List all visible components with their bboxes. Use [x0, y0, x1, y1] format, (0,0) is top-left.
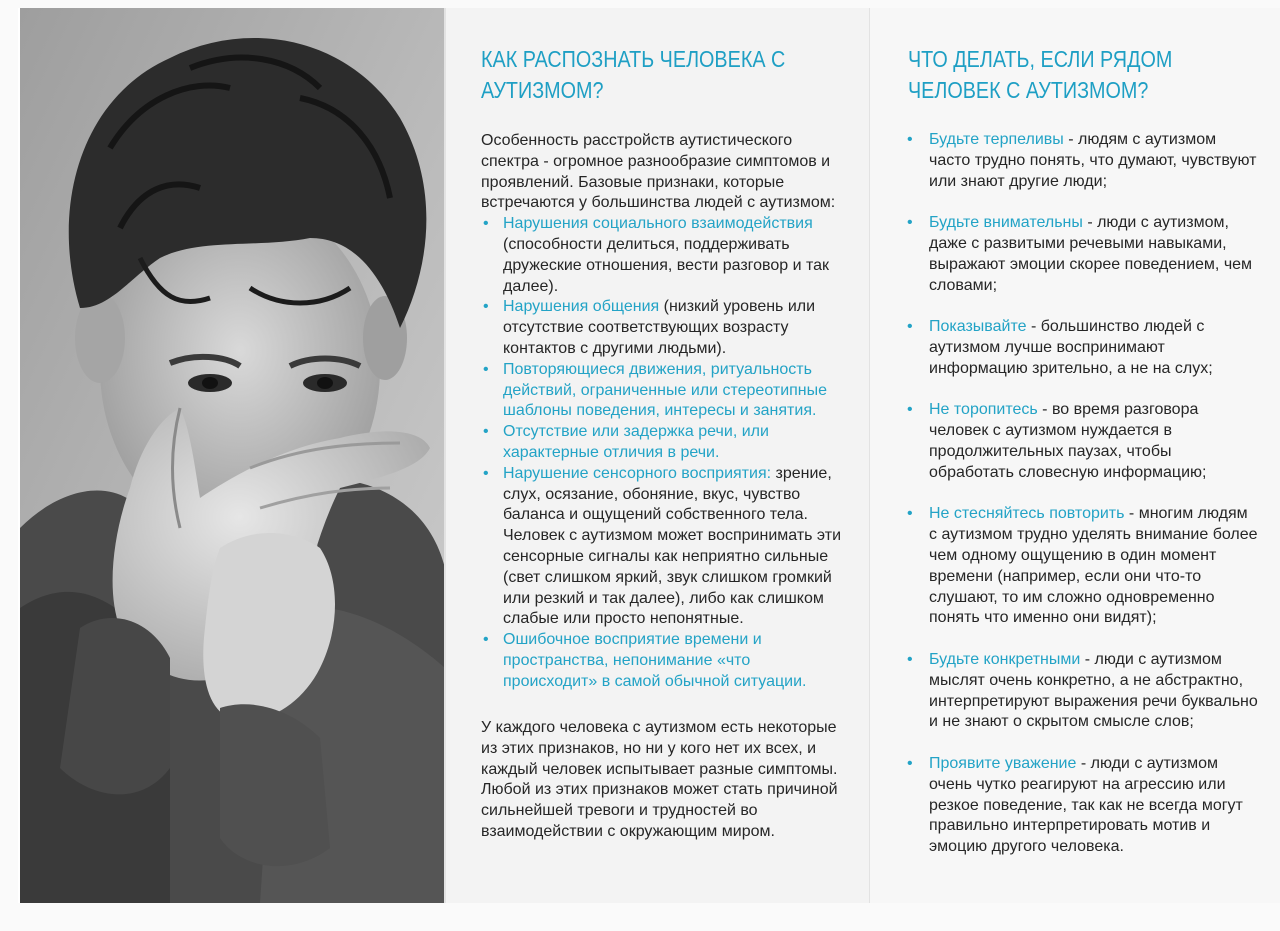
- tip-highlight: Не стесняйтесь повторить: [929, 505, 1125, 523]
- intro-paragraph: Особенность расстройств аутистического спектра - огромное разнообразие симптомов и проявлений. Базовые признаки, которые встречаются у большинства людей с аутизмом:: [481, 132, 836, 212]
- sign-item: [481, 360, 846, 422]
- tip-text: - люди с аутизмом, даже с развитыми речевыми навыками, выражают эмоции скорее поведением, чем словами;: [929, 214, 1253, 294]
- middle-panel-body: [481, 131, 846, 693]
- sign-item: [481, 464, 846, 630]
- tips-list: [907, 130, 1260, 858]
- sign-item: [481, 214, 846, 297]
- tip-item: [907, 317, 1260, 379]
- sign-item: [481, 422, 846, 464]
- tip-item: [907, 400, 1260, 483]
- sign-highlight: Нарушение сенсорного восприятия:: [503, 464, 772, 482]
- tip-highlight: Будьте конкретными: [929, 650, 1081, 668]
- tip-highlight: Будьте внимательны: [929, 214, 1083, 232]
- sign-text: (низкий уровень или отсутствие соответствующих возрасту контактов с другими людьми).: [503, 298, 816, 357]
- sign-item: [481, 297, 846, 359]
- middle-panel-title: КАК РАСПОЗНАТЬ ЧЕЛОВЕКА С АУТИЗМОМ?: [481, 46, 786, 103]
- boy-photo-illustration: [20, 8, 445, 903]
- tip-text: - большинство людей с аутизмом лучше воспринимают информацию зрительно, а не на слух;: [929, 318, 1213, 377]
- right-panel-title: ЧТО ДЕЛАТЬ, ЕСЛИ РЯДОМ ЧЕЛОВЕК С АУТИЗМОМ?: [908, 46, 1173, 103]
- right-panel-body: [907, 130, 1260, 879]
- sign-item: [481, 630, 846, 692]
- sign-text: (способности делиться, поддерживать дружеские отношения, вести разговор и так далее).: [503, 235, 830, 295]
- sign-highlight: Отсутствие или задержка речи, или характерные отличия в речи.: [503, 423, 769, 461]
- tip-item: [907, 650, 1260, 733]
- signs-list: [481, 214, 846, 692]
- fold-line-left: [444, 8, 446, 903]
- tip-highlight: Не торопитесь: [929, 401, 1038, 419]
- sign-highlight: Нарушения социального взаимодействия: [503, 215, 813, 233]
- tip-item: [907, 213, 1260, 296]
- sign-highlight: Нарушения общения: [503, 298, 660, 316]
- tip-highlight: Показывайте: [929, 318, 1027, 336]
- tip-item: [907, 130, 1260, 192]
- tip-text: - многим людям с аутизмом трудно уделять внимание более чем одному ощущению в один момент времени (например, если они что-то слушают, то им сложно одновременно понять что именно они видят);: [929, 505, 1258, 627]
- tip-highlight: Будьте терпеливы: [929, 131, 1064, 148]
- tip-highlight: Проявите уважение: [929, 754, 1077, 772]
- sign-highlight: Повторяющиеся движения, ритуальность действий, ограниченные или стереотипные шаблоны поведения, интересы и занятия.: [503, 360, 828, 420]
- tip-text: - во время разговора человек с аутизмом нуждается в продолжительных паузах, чтобы обработать словесную информацию;: [929, 401, 1207, 481]
- tip-text: - людям с аутизмом часто трудно понять, что думают, чувствуют или знают другие люди;: [929, 131, 1257, 190]
- boy-photo: [20, 8, 445, 903]
- sign-text: зрение, слух, осязание, обоняние, вкус, чувство баланса и ощущений собственного тела. Человек с аутизмом может воспринимать эти сенсорные сигналы как неприятно сильные (свет слишком яркий, звук слишком громкий или резкий и так далее), либо как слишком слабые или просто непонятные.: [503, 464, 842, 628]
- tip-item: [907, 504, 1260, 629]
- tip-item: [907, 754, 1260, 858]
- conclusion-paragraph: У каждого человека с аутизмом есть некоторые из этих признаков, но ни у кого нет их всех, и каждый человек испытывает разные симптомы. Любой из этих признаков может стать причиной сильнейшей тревоги и трудностей во взаимодействии с окружающим миром.: [481, 719, 838, 840]
- sign-highlight: Ошибочное восприятие времени и пространства, непонимание «что происходит» в самой обычной ситуации.: [503, 631, 807, 690]
- tip-text: - люди с аутизмом очень чутко реагируют на агрессию или резкое поведение, так как не всегда могут правильно интерпретировать мотив и эмоцию другого человека.: [929, 754, 1243, 856]
- conclusion-block: [481, 718, 846, 843]
- tip-text: - люди с аутизмом мыслят очень конкретно, а не абстрактно, интерпретируют выражения речи буквально и не знают о скрытом смысле слов;: [929, 650, 1258, 731]
